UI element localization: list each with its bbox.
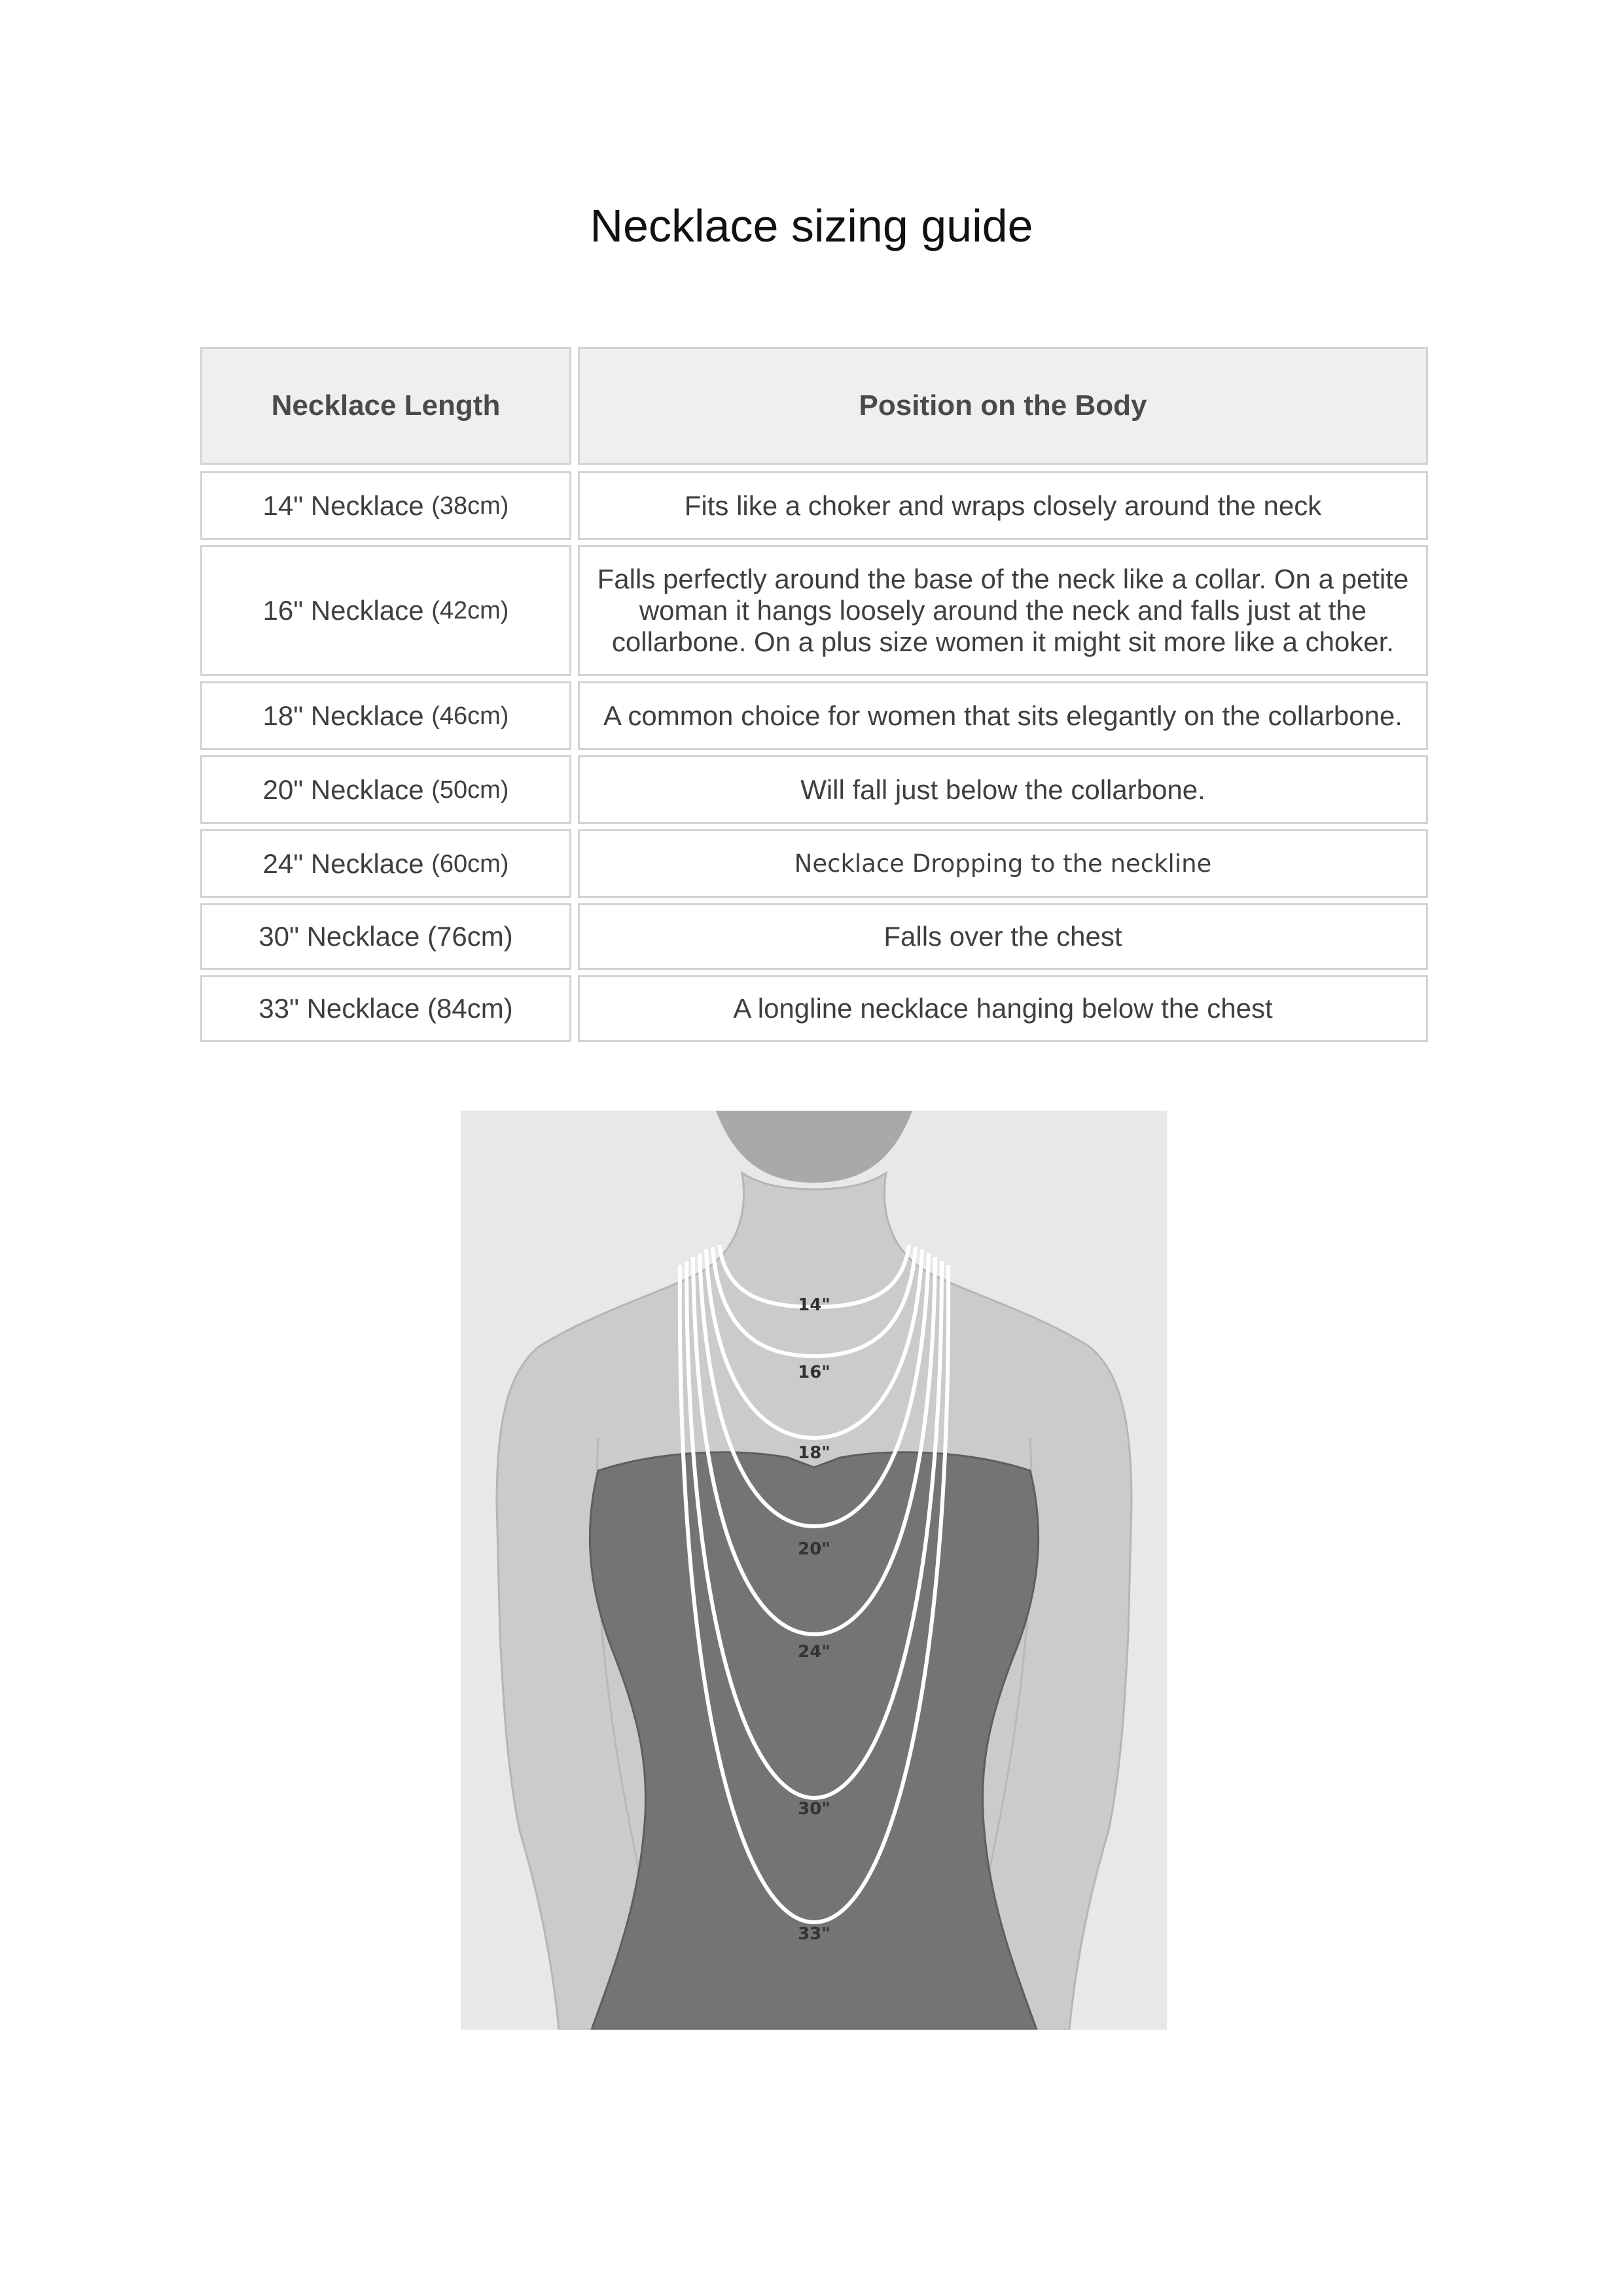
length-cell — [200, 545, 571, 676]
length-cell — [200, 829, 571, 898]
table-row — [200, 545, 1428, 676]
length-label: 14" Necklace — [262, 490, 424, 521]
position-cell: Fits like a choker and wraps closely around the neck — [578, 471, 1428, 540]
position-cell: Falls perfectly around the base of the neck like a collar. On a petite woman it hangs loosely around the neck and falls just at the collarbone. On a plus size women it might sit more like a choker. — [578, 545, 1428, 676]
length-cell — [200, 681, 571, 750]
label-18: 18" — [798, 1443, 830, 1463]
length-label: 16" Necklace — [262, 595, 424, 626]
length-label: 24" Necklace — [262, 848, 424, 879]
table-row — [200, 829, 1428, 898]
label-30: 30" — [798, 1799, 830, 1819]
label-24: 24" — [798, 1642, 830, 1662]
length-cell — [200, 471, 571, 540]
length-cm: (38cm) — [431, 492, 509, 520]
length-label: 18" Necklace — [262, 700, 424, 731]
header-length: Necklace Length — [200, 347, 571, 465]
page-title: Necklace sizing guide — [590, 200, 1033, 251]
label-16: 16" — [798, 1363, 830, 1382]
necklace-length-diagram — [461, 1111, 1167, 2030]
table-header-row — [200, 347, 1428, 465]
header-position: Position on the Body — [578, 347, 1428, 465]
label-20: 20" — [798, 1539, 830, 1559]
position-cell: Falls over the chest — [578, 903, 1428, 970]
label-14: 14" — [798, 1295, 830, 1315]
table-row — [200, 755, 1428, 824]
length-cell — [200, 755, 571, 824]
table-row — [200, 903, 1428, 970]
table-row — [200, 471, 1428, 540]
label-33: 33" — [798, 1924, 830, 1944]
length-label: 20" Necklace — [262, 774, 424, 805]
length-cm: (46cm) — [431, 702, 509, 730]
length-cm: (60cm) — [431, 850, 509, 878]
length-cell: 33" Necklace (84cm) — [200, 975, 571, 1042]
position-cell: A longline necklace hanging below the chest — [578, 975, 1428, 1042]
table-row — [200, 975, 1428, 1042]
position-cell: Necklace Dropping to the neckline — [578, 829, 1428, 898]
length-cell: 30" Necklace (76cm) — [200, 903, 571, 970]
position-cell: Will fall just below the collarbone. — [578, 755, 1428, 824]
table-row — [200, 681, 1428, 750]
position-cell: A common choice for women that sits elegantly on the collarbone. — [578, 681, 1428, 750]
length-cm: (42cm) — [431, 597, 509, 624]
length-cm: (50cm) — [431, 776, 509, 804]
